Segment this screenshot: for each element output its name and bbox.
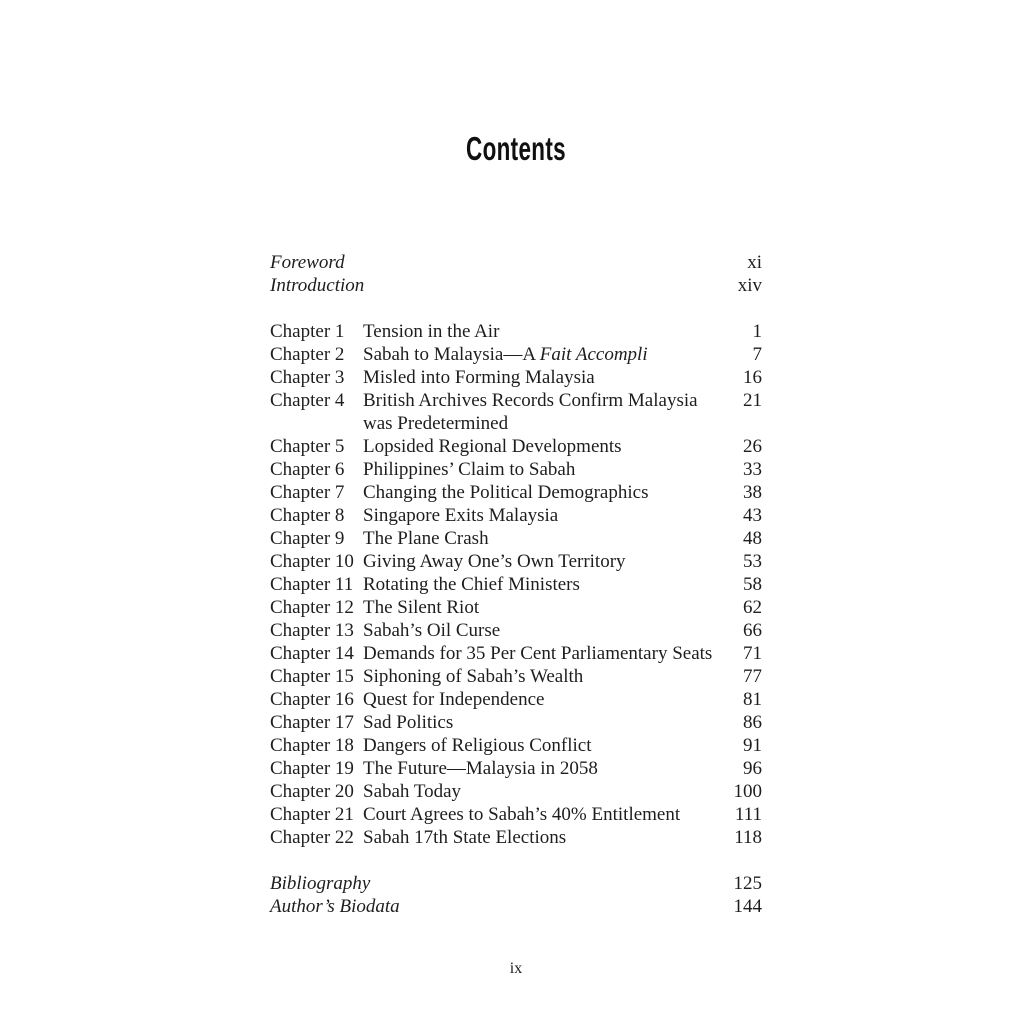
toc-row (270, 665, 762, 688)
toc-entry-page: 33 (743, 459, 762, 480)
chapter-title (363, 734, 743, 757)
chapter-label: Chapter 15 (270, 666, 354, 687)
toc-row (270, 780, 762, 803)
chapter-label: Chapter 9 (270, 528, 345, 549)
chapter-title-run: Changing the Political Demographics (363, 482, 649, 503)
chapter-title (363, 619, 743, 642)
chapter-title-run: Sabah 17th State Elections (363, 827, 567, 848)
chapter-title-line (363, 504, 733, 527)
folio-page-number: ix (509, 960, 523, 977)
chapter-title (363, 803, 735, 826)
chapter-title-line (363, 389, 733, 412)
chapter-label: Chapter 4 (270, 390, 345, 411)
chapter-label: Chapter 19 (270, 758, 354, 779)
toc-entry-page: 100 (733, 781, 762, 802)
chapter-label: Chapter 7 (270, 482, 345, 503)
chapter-title (363, 320, 753, 343)
table-of-contents (270, 251, 762, 918)
toc-row (270, 550, 762, 573)
toc-entry-page: 7 (752, 344, 762, 365)
toc-entry-page: 21 (743, 390, 762, 411)
chapter-title-line (363, 711, 733, 734)
chapter-title (363, 688, 743, 711)
toc-row (270, 481, 762, 504)
chapter-title-run: Sabah Today (363, 781, 462, 802)
chapter-title-run: Dangers of Religious Conflict (363, 735, 592, 756)
chapter-title-line (363, 826, 724, 849)
toc-row (270, 826, 762, 849)
chapter-title-line (363, 757, 733, 780)
chapter-title-line (363, 688, 733, 711)
front-matter-list (270, 251, 762, 297)
chapter-title (363, 550, 743, 573)
toc-entry-label: Foreword (270, 252, 345, 273)
chapter-title (363, 711, 743, 734)
chapter-title (363, 573, 743, 596)
chapter-title-run: Misled into Forming Malaysia (363, 367, 595, 388)
chapter-label: Chapter 14 (270, 643, 354, 664)
chapter-title (363, 642, 743, 665)
chapter-title-run: Singapore Exits Malaysia (363, 505, 559, 526)
toc-entry-page: 77 (743, 666, 762, 687)
chapter-title (363, 826, 734, 849)
toc-entry-page: 1 (752, 321, 762, 342)
chapter-title-run: The Future—Malaysia in 2058 (363, 758, 598, 779)
toc-row (270, 872, 762, 895)
chapter-title-run: Demands for 35 Per Cent Parliamentary Seats (363, 643, 713, 664)
chapter-title (363, 481, 743, 504)
toc-entry-page: 111 (734, 804, 762, 825)
chapter-title-line (363, 481, 733, 504)
chapter-label: Chapter 5 (270, 436, 345, 457)
chapter-title-run: Quest for Independence (363, 689, 545, 710)
toc-row (270, 642, 762, 665)
chapter-title-line (363, 412, 733, 435)
chapter-title-run: was Predetermined (363, 413, 509, 434)
chapter-title-line (363, 596, 733, 619)
chapter-title-line (363, 320, 743, 343)
chapter-label: Chapter 11 (270, 574, 354, 595)
toc-row (270, 573, 762, 596)
chapter-title (363, 780, 734, 803)
chapter-title-run: British Archives Records Confirm Malaysia (363, 390, 698, 411)
toc-row (270, 274, 762, 297)
toc-entry-label: Bibliography (270, 873, 371, 894)
toc-row (270, 803, 762, 826)
toc-entry-label: Author’s Biodata (270, 896, 400, 917)
chapter-title-line (363, 343, 743, 366)
toc-row (270, 389, 762, 435)
toc-row (270, 711, 762, 734)
chapter-title (363, 504, 743, 527)
chapter-title-line (363, 780, 724, 803)
chapter-label: Chapter 18 (270, 735, 354, 756)
chapter-label: Chapter 2 (270, 344, 345, 365)
chapter-label: Chapter 8 (270, 505, 345, 526)
chapter-label: Chapter 3 (270, 367, 345, 388)
chapter-title-run: Tension in the Air (363, 321, 500, 342)
chapter-title (363, 435, 743, 458)
toc-row (270, 596, 762, 619)
chapter-title-line (363, 642, 733, 665)
toc-entry-page: 26 (743, 436, 762, 457)
chapter-label: Chapter 10 (270, 551, 354, 572)
toc-entry-page: 38 (743, 482, 762, 503)
chapter-title-line (363, 458, 733, 481)
toc-entry-page: 118 (734, 827, 762, 848)
toc-row (270, 251, 762, 274)
toc-entry-label: Introduction (270, 275, 365, 296)
chapter-title-run: Siphoning of Sabah’s Wealth (363, 666, 584, 687)
chapter-title-run: The Plane Crash (363, 528, 489, 549)
toc-entry-page: xiv (737, 275, 762, 296)
toc-row (270, 366, 762, 389)
toc-entry-page: 58 (743, 574, 762, 595)
toc-entry-page: 125 (733, 873, 762, 894)
toc-entry-page: 53 (743, 551, 762, 572)
back-matter-list (270, 872, 762, 918)
chapter-title-run: Fait Accompli (539, 344, 648, 365)
chapter-title (363, 527, 743, 550)
toc-row (270, 734, 762, 757)
toc-entry-page: xi (747, 252, 762, 273)
chapter-title (363, 757, 743, 780)
toc-entry-page: 96 (743, 758, 762, 779)
chapter-title (363, 596, 743, 619)
chapter-title (363, 366, 743, 389)
chapter-title-line (363, 619, 733, 642)
chapter-title-line (363, 527, 733, 550)
chapter-title-run: Rotating the Chief Ministers (363, 574, 580, 595)
chapter-label: Chapter 13 (270, 620, 354, 641)
toc-row (270, 343, 762, 366)
chapter-title-run: The Silent Riot (363, 597, 480, 618)
toc-entry-page: 16 (743, 367, 762, 388)
toc-row (270, 504, 762, 527)
chapter-title-run: Sabah to Malaysia—A (363, 344, 540, 365)
toc-entry-page: 62 (743, 597, 762, 618)
toc-entry-page: 66 (743, 620, 762, 641)
chapter-label: Chapter 21 (270, 804, 354, 825)
toc-entry-page: 144 (733, 896, 762, 917)
toc-row (270, 757, 762, 780)
toc-row (270, 527, 762, 550)
chapter-label: Chapter 12 (270, 597, 354, 618)
chapter-title-line (363, 366, 733, 389)
toc-entry-page: 48 (743, 528, 762, 549)
chapter-title-line (363, 734, 733, 757)
chapter-title (363, 665, 743, 688)
chapter-label: Chapter 6 (270, 459, 345, 480)
chapter-title (363, 343, 753, 366)
chapter-title (363, 389, 743, 435)
chapter-label: Chapter 22 (270, 827, 354, 848)
page-title: Contents (466, 130, 566, 167)
chapter-title-run: Giving Away One’s Own Territory (363, 551, 626, 572)
chapter-title-run: Sabah’s Oil Curse (363, 620, 501, 641)
chapter-title-run: Philippines’ Claim to Sabah (363, 459, 576, 480)
chapter-title-line (363, 573, 733, 596)
toc-entry-page: 86 (743, 712, 762, 733)
chapter-title-run: Sad Politics (363, 712, 454, 733)
chapter-list (270, 320, 762, 849)
chapter-title-line (363, 665, 733, 688)
chapter-title-run: Court Agrees to Sabah’s 40% Entitlement (363, 804, 681, 825)
toc-row (270, 619, 762, 642)
toc-row (270, 435, 762, 458)
chapter-title-line (363, 550, 733, 573)
toc-row (270, 458, 762, 481)
toc-row (270, 895, 762, 918)
chapter-title (363, 458, 743, 481)
toc-entry-page: 71 (743, 643, 762, 664)
toc-entry-page: 81 (743, 689, 762, 710)
toc-row (270, 688, 762, 711)
chapter-label: Chapter 1 (270, 321, 345, 342)
chapter-title-line (363, 435, 733, 458)
chapter-label: Chapter 20 (270, 781, 354, 802)
toc-entry-page: 91 (743, 735, 762, 756)
toc-row (270, 320, 762, 343)
chapter-label: Chapter 16 (270, 689, 354, 710)
chapter-title-line (363, 803, 725, 826)
toc-entry-page: 43 (743, 505, 762, 526)
chapter-title-run: Lopsided Regional Developments (363, 436, 622, 457)
chapter-label: Chapter 17 (270, 712, 354, 733)
